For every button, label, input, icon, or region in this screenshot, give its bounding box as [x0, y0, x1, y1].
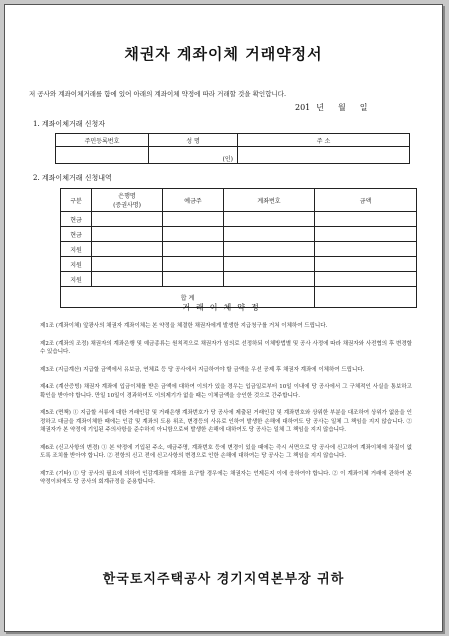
row-type: 지원 — [61, 272, 92, 287]
header-resident-number: 주민등록번호 — [56, 134, 149, 147]
table-row — [61, 242, 417, 257]
article-1: 제1조 (계좌이체) 앞광사의 채권자 계좌이체는 본 약정을 체결한 채권자에게 발생한 지급청구를 거쳐 이체하여 드립니다. — [40, 323, 328, 329]
article-3: 제3조 (지급계산) 지급할 금액에서 유보금, 연체료 등 당 공사에서 지급하여야 할 금액을 우선 공제 후 채권자 계좌에 이체하여 드립니다. — [40, 366, 365, 373]
applicant-table — [55, 133, 410, 164]
agreement-document — [4, 4, 443, 632]
header-amount: 금액 — [315, 189, 417, 212]
address-cell[interactable] — [238, 147, 410, 164]
date-year-unit: 년 — [316, 103, 325, 112]
header-address: 주 소 — [238, 134, 410, 147]
date-month-unit: 월 — [338, 103, 346, 112]
article-4: 제4조 (계산증빙) 채권자 계좌에 입금이체를 받은 금액에 대하여 이의가 있을 경우는 입금일로부터 10일 이내에 당 공사에서 그 구체적인 사실을 통보하고 확인을 받아야 합니다. 만일 10일이 경과하여도 이의제기가 없을 때는 이체금액을 승인한 것으로 간주합니다. — [40, 384, 412, 399]
row-type: 현금 — [61, 212, 92, 227]
resident-number-cell[interactable] — [56, 147, 149, 164]
article-5: 제5조 (면책) ① 지급할 서류에 대한 거래인감 및 거래은행 계좌번호가 당 공사에 제출된 거래인감 및 계좌번호와 상위한 부분을 대조하여 상위가 없음을 인정하고 대금을 계좌이체한 때에는 인감 및 계좌의 도용 위조, 변경등의 사유로 인하여 발생한 손해에 대하여도 당 공사는 일체 그 책임을 지지 않습니다. ② 채권자가 본 약정에 기입된 주의사항을 준수하지 아니함으로써 발생한 손해에 대하여도 당 공사는 일체 그 책임을 지지 않습니다. — [40, 410, 412, 433]
total-label: 합 계 — [61, 287, 315, 308]
header-holder: 예금주 — [163, 189, 224, 212]
terms-title: 거래이체약정 — [182, 303, 265, 312]
date-year: 201 — [295, 103, 311, 112]
row-type: 지원 — [61, 242, 92, 257]
header-account: 계좌번호 — [224, 189, 315, 212]
table-row — [61, 272, 417, 287]
document-title: 채권자 계좌이체 거래약정서 — [124, 45, 323, 63]
article-2: 제2조 (계좌의 조정) 채권자의 계좌은행 및 예금종류는 원칙적으로 채권자가 임의로 선정하되 이체방법별 및 공사 사정에 따라 채권자와 사전협의 후 변경할 수 있습니다. — [40, 340, 412, 355]
date-day-unit: 일 — [359, 103, 368, 112]
table-row — [61, 227, 417, 242]
addressee-footer: 한국토지주택공사 경기지역본부장 귀하 — [102, 572, 345, 587]
row-type: 지원 — [61, 257, 92, 272]
terms-articles — [40, 322, 412, 496]
article-7: 제7조 (기타) ① 당 공사의 필요에 의하여 인감계좌를 계좌를 요구할 경우에는 채권자는 언제든지 이에 응하여야 합니다. ② 이 계좌이체 거래에 관하여 본 약정이외에도 당 공사의 회계규정을 준용합니다. — [40, 470, 412, 485]
intro-text: 저 공사와 계좌이체거래를 함에 있어 아래의 계좌이체 약정에 따라 거래할 것을 확인합니다. — [29, 90, 287, 98]
header-type: 구분 — [61, 189, 92, 212]
row-type: 현금 — [61, 227, 92, 242]
header-name: 성 명 — [149, 134, 238, 147]
header-bank: 은행명 (증권사명) — [92, 189, 163, 212]
section2-heading: 2. 계좌이체거래 신청내역 — [33, 174, 112, 182]
transfer-table — [60, 188, 417, 308]
name-cell[interactable] — [149, 147, 238, 164]
date-line — [295, 102, 367, 113]
section1-heading: 1. 계좌이체거래 신청자 — [33, 120, 105, 128]
article-6: 제6조 (신고사항의 변경) ① 본 약정에 기입된 주소, 예금주명, 계좌번호 등에 변경이 있을 때에는 즉시 서면으로 당 공사에 신고하여 계좌이체에 차질이 없도록 조치를 받아야 합니다. ② 전항의 신고 전에 신고사항의 변경으로 인한 손해에 대하여는 당 공사는 그 책임을 지지 않습니다. — [40, 444, 412, 459]
table-row — [61, 257, 417, 272]
seal-mark: (인) — [222, 156, 233, 163]
table-row — [61, 212, 417, 227]
